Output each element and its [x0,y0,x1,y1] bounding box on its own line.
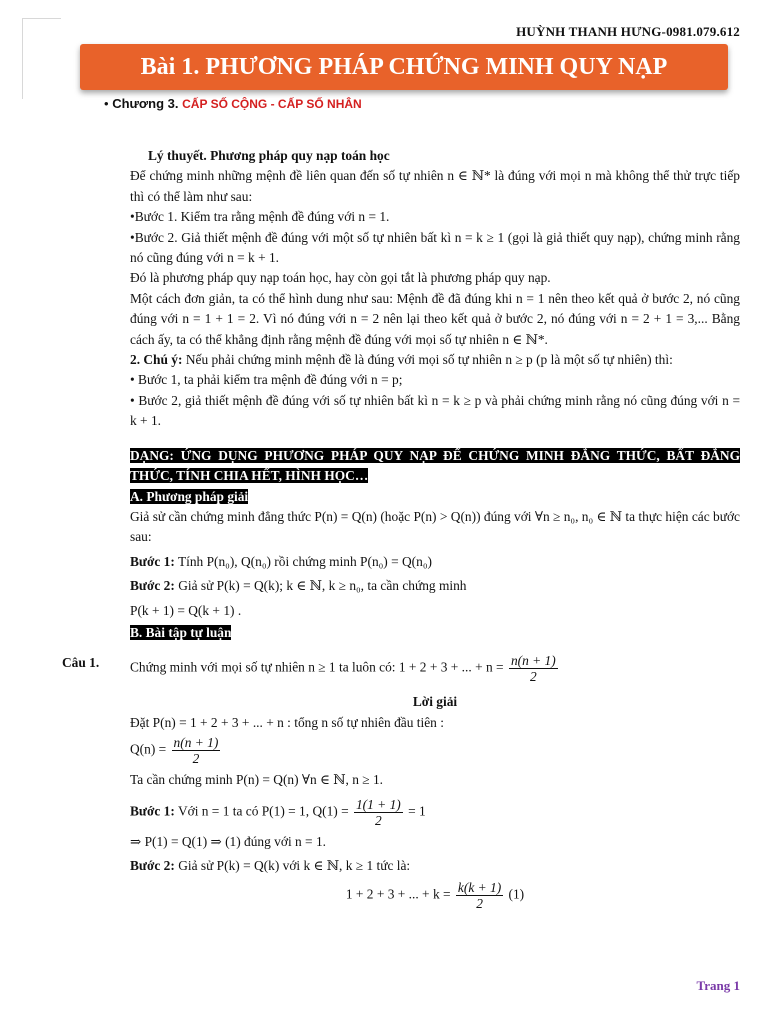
section-a-line [130,487,740,507]
chapter-line [104,96,362,111]
method-step-2 [130,576,740,596]
q-fraction: $\frac{n(n + 1)}{2}$ [173,735,219,767]
chapter-name: CẤP SỐ CỘNG - CẤP SỐ NHÂN [182,97,362,111]
lesson-title-banner: Bài 1. PHƯƠNG PHÁP CHỨNG MINH QUY NẠP [80,44,728,90]
section-b-line [130,623,740,643]
dang-heading-line [130,446,740,487]
chapter-label: Chương 3. [112,96,179,111]
section-b-heading: B. Bài tập tự luận [130,624,232,640]
hypothesis-fraction: $\frac{k(k + 1)}{2}$ [457,880,502,912]
note-paragraph [130,350,740,370]
page-number: Trang 1 [696,978,740,993]
method-step-2-text: Giả sử P(k) = Q(k); k ∈ ℕ, k ≥ n₀, ta cần chứng minh [178,578,467,594]
step-1-fraction: $\frac{1(1 + 1)}{2}$ [355,796,401,828]
chapter-bullet: • [104,96,109,111]
corner-decoration [22,18,61,99]
dang-heading: DẠNG: ỨNG DỤNG PHƯƠNG PHÁP QUY NẠP ĐỂ CHỨNG MINH ĐẲNG THỨC, BẤT ĐẲNG THỨC, TÍNH CHIA HẾT, HÌNH HỌC… [130,447,740,484]
question-1-label: Câu 1. [62,655,100,671]
note-label: 2. Chú ý: [130,352,183,368]
question-1 [62,653,740,685]
solution-step-1: Bước 1: Với n = 1 ta có P(1) = 1, Q(1) = $\frac{1(1 + 1)}{2}$ = 1 [130,796,426,828]
solution-q-definition: Q(n) = $\frac{n(n + 1)}{2}$ [130,735,219,767]
method-step-2-label: Bước 2: [130,578,175,594]
question-1-fraction: $\frac{n(n + 1)}{2}$ [510,653,556,685]
theory-step-2: •Bước 2. Giả thiết mệnh đề đúng với một số tự nhiên bất kì n = k ≥ 1 (gọi là giả thiết quy nạp), chứng minh rằng nó cũng đúng với n = k + 1. [130,229,740,266]
solution-line-3: ⇒ P(1) = Q(1) ⇒ (1) đúng với n = 1. [130,833,326,849]
method-step-1-label: Bước 1: [130,553,175,569]
solution-title: Lời giải [412,694,458,710]
solution-step-2: Bước 2: Giả sử P(k) = Q(k) với k ∈ ℕ, k ≥ 1 tức là: [130,857,411,873]
note-step-1: • Bước 1, ta phải kiểm tra mệnh đề đúng với n = p; [130,372,403,388]
question-1-text: Chứng minh với mọi số tự nhiên n ≥ 1 ta luôn có: 1 + 2 + 3 + ... + n = [130,659,504,675]
document-body [62,146,740,912]
theory-paragraph-2: Đó là phương pháp quy nạp toán học, hay còn gọi tắt là phương pháp quy nạp. [130,270,551,286]
theory-paragraph-1: Để chứng minh những mệnh đề liên quan đến số tự nhiên n ∈ ℕ* là đúng với mọi n mà không thể thử trực tiếp thì có thể làm như sau: [130,168,740,204]
method-step-2-equation: P(k + 1) = Q(k + 1) . [130,602,242,618]
theory-paragraph-3: Một cách đơn giản, ta có thể hình dung như sau: Mệnh đề đã đúng khi n = 1 nên theo kết quả ở bước 2, nó cũng đúng với n = 1 + 1 = 2. Vì nó đúng với n = 2 nên lại theo kết quả ở bước 2, nó đúng với n = 2 + 1 = 3,... Bằng cách ấy, ta có thể khẳng định rằng mệnh đề đúng với mọi số tự nhiên n ∈ ℕ*. [130,290,740,347]
theory-heading: Lý thuyết. Phương pháp quy nạp toán học [148,148,390,163]
solution-line-2: Ta cần chứng minh P(n) = Q(n) ∀n ∈ ℕ, n ≥ 1. [130,772,384,788]
note-step-2: • Bước 2, giả thiết mệnh đề đúng với số tự nhiên bất kì n = k ≥ p và phải chứng minh rằng nó cũng đúng với n = k + 1. [130,392,740,429]
method-step-1 [130,552,740,572]
solution-line-1: Đặt P(n) = 1 + 2 + 3 + ... + n : tổng n số tự nhiên đầu tiên : [130,714,444,730]
theory-step-1: •Bước 1. Kiểm tra rằng mệnh đề đúng với n = 1. [130,209,390,225]
section-a-heading: A. Phương pháp giải [130,488,249,504]
induction-hypothesis-equation: 1 + 2 + 3 + ... + k = $\frac{k(k + 1)}{2}$ (1) [345,880,525,912]
author-header: HUỲNH THANH HƯNG-0981.079.612 [516,24,740,39]
method-step-1-text: Tính P(n₀), Q(n₀) rồi chứng minh P(n₀) = Q(n₀) [177,553,432,569]
section-a-text: Giả sử cần chứng minh đẳng thức P(n) = Q(n) (hoặc P(n) > Q(n)) đúng với ∀n ≥ n₀, n₀ ∈ ℕ ta thực hiện các bước sau: [130,508,740,545]
note-text: Nếu phải chứng minh mệnh đề là đúng với mọi số tự nhiên n ≥ p (p là một số tự nhiên) thì: [185,352,673,368]
